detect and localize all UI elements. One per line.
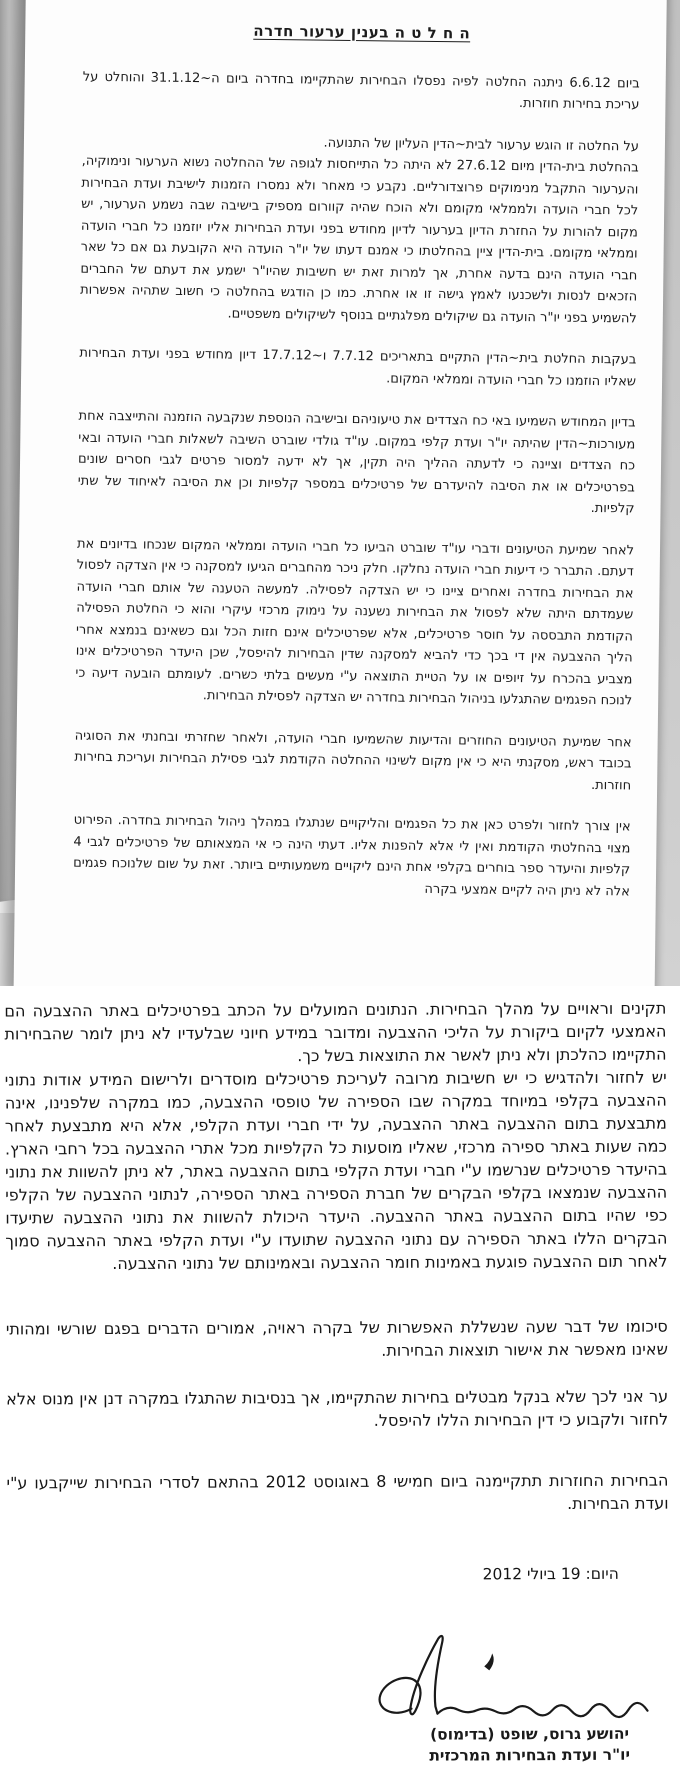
paragraph-renewed-hearing: בדיון המחודש השמיעו באי כח הצדדים את טיעוניהם ובישיבה הנוספת שנקבעה הוזמנה והתייצבה אחת מעורכות~הדין שהיתה יו"ר ועדת קלפי במקום. עו"ד גולדי שוברט השיבה לשאלות חברי הועדה ובאי כח הצדדים וציינה כי לדעתה ההליך היה תקין, אך לא ידעה למסור פרטים לגבי חסרים שונים בפרטיכלים או את הסיבה להיעדרם של פרטיכלים במספר קלפיות וכן את הסיבה לאיחוד של שתי קלפיות. <box>77 408 636 517</box>
appeal-intro-line: על החלטה זו הוגש ערעור לבית~הדין העליון של התנועה. <box>323 135 640 155</box>
handwritten-signature-icon <box>369 1634 669 1725</box>
paragraph-awareness: ער אני לכך שלא בנקל מבטלים בחירות שהתקיימו, אך בנסיבות שהתגלו במקרה דנן אין מנוס אלא לחזור ולקבוע כי דין הבחירות הללו להיפסל. <box>6 1386 669 1430</box>
page-1-text <box>15 0 667 903</box>
paragraph-decision-date: ביום 6.6.12 ניתנה החלטה לפיה נפסלו הבחירות שהתקיימו בחדרה ביום ה~31.1.12 והוחלט על עריכת בחירות חוזרות. <box>82 69 640 113</box>
signer-role: יו"ר ועדת הבחירות המרכזית <box>429 1745 631 1765</box>
paragraph-conclusion: אחר שמיעת הטיעונים החוזרים והדיעות שהשמיעו חברי הועדה, ולאחר שחזרתי ובחנתי את הסוגיה בכובד ראש, מסקנתי היא כי אין מקום לשינוי ההחלטה הקודמת לגבי פסילת הבחירות ועריכת בחירות חוזרות. <box>74 728 632 793</box>
document-title: ה ח ל ט ה בענין ערעור חדרה <box>253 21 471 43</box>
signature-block <box>369 1634 669 1725</box>
paragraph-committee-opinions: לאחר שמיעת הטיעונים ודברי עו"ד שוברט הביעו כל חברי הועדה וממלאי המקום שנכחו בדיונים את דעתם. התברר כי דיעות חברי הועדה נחלקו. חלק ניכר מהחברים הגיעו למסקנה כי אין הצדקה לפסול את הבחירות בחדרה ואחרים ציינו כי יש הצדקה לפסילה. למעשה הטענה של אותם חברי הועדה שעמדתם היתה שלא לפסול את הבחירות נשענה על נימוק מרכזי עיקרי והוא כי החלטת הפסילה הקודמת התבססה על חוסר פרטיכלים, אלא שפרטיכלים אינם חזות הכל וגם כשאינם בנמצא אחרי הליך ההצבעה אין די בכך כדי להביא למסקנה שדין הבחירות להיפסל, שכן היעדר הפרטיכלים אינו מצביע בהכרח על זיופים או על הטיית התוצאה ע"י מעשים בלתי כשרים. לעומתם הובעה דיעה כי לנוכח הפגמים שהתגלעו בניהול הבחירות בחדרה יש הצדקה לפסילת הבחירות. <box>75 536 635 709</box>
paragraph-followup-hearing: בעקבות החלטת בית~הדין התקיים בתאריכים 7.7.12 ו~17.7.12 דיון מחודש בפני ועדת הבחירות שאליו הוזמנו כל חברי הועדה וממלאי המקום. <box>79 345 637 389</box>
page-1 <box>14 0 667 996</box>
paragraph-protocols-importance: יש לחזור ולהדגיש כי יש חשיבות מרובה לעריכת פרטיכלים מוסדרים ולרישום המידע אודות נתוני ההצבעה בקלפי במיוחד במקרה שבו הספירה של טופסי ההצבעה, כמו במקרה שלפנינו, אינה מתבצעת בתום ההצבעה באתר ההצבעה, על ידי חברי ועדת הקלפי, אלא היא מתבצעת לאחר כמה שעות באתר ספירה מרכזי, שאליו מוסעות כל הקלפיות מכל אתרי ההצבעה בכל רחבי הארץ. בהיעדר פרטיכלים שנרשמו ע"י חברי ועדת הקלפי בתום ההצבעה באתר, לא ניתן להשוות את נתוני ההצבעה שנמצאו בקלפי הבקרים של חברת הספירה באתר הספירה, לנתוני ההצבעה של הקלפי כפי שהיו בתום ההצבעה באתר ההצבעה. היעדר היכולת להשוות את נתוני ההצבעה שתיעדו הבקרים הללו באתר הספירה עם נתוני ההצבעה שתועדו ע"י ועדת הקלפי באתר ההצבעה סמוך לאחר תום ההצבעה פוגעת באמינות חומר ההצבעה ובאמינותם של נתוני ההצבעה. <box>4 1067 668 1273</box>
paragraph-flaws-continued: תקינים וראויים על מהלך הבחירות. הנתונים המועלים על הכתב בפרטיכלים באתר ההצבעה הם האמצעי לקיום ביקורת על הליכי ההצבעה ומדובר במידע חיוני שבלעדיו לא ניתן לומר שהבחירות התקיימו כהלכתן ולא ניתן לאשר את התוצאות בשל כך. <box>4 998 667 1066</box>
appeal-body-text: בהחלטת בית-הדין מיום 27.6.12 לא היתה כל התייחסות לגופה של ההחלטה נשוא הערעור ונימוקיה, והערעור התקבל מנימוקים פרוצדורליים. נקבע כי מאחר ולא נמסרו הזמנות לישיבת ועדת הבחירות לכל חברי הועדה ולממלאי מקומם ולא הוכח שהיה קוורום מספיק בישיבה שבה נשמע הערעור, יש מקום להורות על החזרת הדיון בערעור לדיון מחודש בפני ועדת הבחירות אליו יוזמנו כל חברי הועדה וממלאי מקומם. בית-הדין ציין בהחלטתו כי אמנם דעתו של יו"ר הועדה היא הקובעת גם אם כל שאר חברי הועדה הינם בדעה אחרת, אך למרות זאת יש חשיבות שהיו"ר ישמע את דעתם של החברים הזכאים לנסות ולשכנעו לאמץ גישה זו או אחרת. כמו כן הודגש בהחלטה כי חשוב שתהיה אפשרות להשמיע בפני יו"ר הועדה גם שיקולים מפלגתיים בנוסף לשיקולים משפטיים. <box>80 153 639 326</box>
page-2-text <box>0 985 680 1769</box>
scan-left-shadow <box>0 0 9 990</box>
paragraph-flaws: אין צורך לחזור ולפרט כאן את כל הפגמים והליקויים שנתגלו במהלך ניהול הבחירות בחדרה. הפירוט מצוי בהחלטתי הקודמת ואין לי אלא להפנות אליו. דעתי הינה כי אי המצאותם של פרטיכלים לגבי 4 קלפיות והיעדר ספר בוחרים בקלפי אחת הינם ליקויים משמעותיים ביותר. זאת על שום שלנוכח פגמים אלה לא ניתן היה לקיים אמצעי בקרה <box>73 812 631 899</box>
page-2 <box>0 986 680 1788</box>
signer-name: יהושע גרוס, שופט (בדימוס) <box>430 1724 630 1744</box>
paragraph-summary: סיכומו של דבר שעה שנשללת האפשרות של בקרה ראויה, אמורים הדברים בפגם שורשי ומהותי שאינו מאפשר את אישור תוצאות הבחירות. <box>5 1316 668 1360</box>
date-line: היום: 19 ביולי 2012 <box>482 1564 619 1584</box>
paragraph-appeal <box>80 129 639 329</box>
paragraph-new-elections: הבחירות החוזרות תתקיימנה ביום חמישי 8 באוגוסט 2012 בהתאם לסדרי הבחירות שייקבעו ע"י ועדת הבחירות. <box>6 1470 669 1514</box>
signer-block <box>390 1724 670 1767</box>
